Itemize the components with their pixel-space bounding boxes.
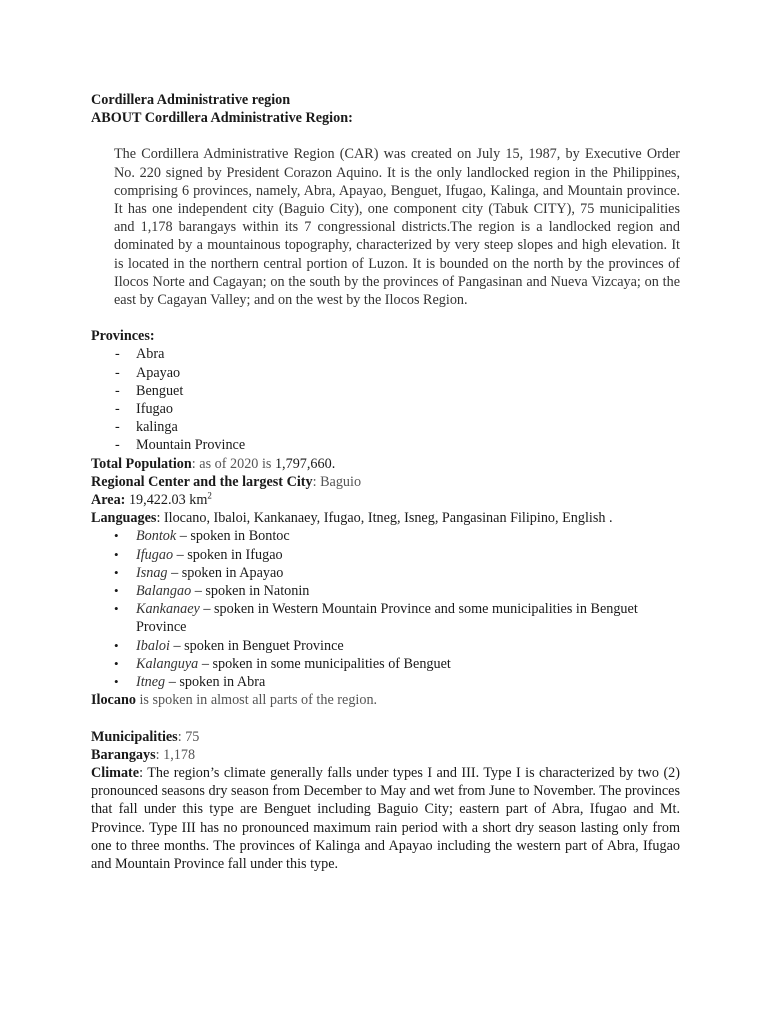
language-name: Balangao: [136, 583, 192, 600]
language-desc: – spoken in Ifugao: [173, 546, 283, 563]
language-name: Kankanaey: [136, 601, 200, 618]
list-item: - Apayao: [91, 364, 680, 382]
languages-list: [91, 527, 680, 691]
languages-line: [91, 509, 680, 527]
center-label: Regional Center and the largest City: [91, 473, 313, 490]
list-item: [91, 527, 680, 545]
population-value: 1,797,660.: [274, 455, 336, 472]
ilocano-label: Ilocano: [91, 692, 136, 709]
language-desc: – spoken in Apayao: [167, 564, 284, 581]
municipalities-line: [91, 728, 680, 746]
intro-paragraph: The Cordillera Administrative Region (CAR) was created on July 15, 1987, by Executive Order No. 220 signed by President Corazon Aquino. It is the only landlocked region in the Philippines, comprising 6 provinces, namely, Abra, Apayao, Benguet, Ifugao, Kalinga, and Mountain province. It has one independent city (Baguio City), one component city (Tabuk CITY), 75 municipalities and 1,178 barangays within its 7 congressional districts.The region is a landlocked region and dominated by a mountainous topography, characterized by very steep slopes and high elevation. It is located in the northern central portion of Luzon. It is bounded on the north by the provinces of Ilocos Norte and Cagayan; on the south by the provinces of Pangasinan and Nueva Vizcaya; on the east by Cagayan Valley; and on the west by the Ilocos Region.: [114, 146, 680, 309]
area-label: Area:: [91, 492, 126, 509]
list-item: - Ifugao: [91, 400, 680, 418]
climate-paragraph: [91, 764, 680, 873]
barangays-line: [91, 746, 680, 764]
ilocano-line: [91, 691, 680, 709]
language-name: Bontok: [136, 528, 177, 545]
provinces-list: [91, 345, 680, 454]
spacer: [91, 710, 680, 728]
climate-label: Climate: [91, 764, 140, 781]
area-line: [91, 491, 680, 509]
list-item: [91, 582, 680, 600]
barangays-text: : 1,178: [155, 746, 196, 763]
language-desc: – spoken in Bontoc: [176, 528, 290, 545]
list-item: [91, 637, 680, 655]
languages-label: Languages: [91, 510, 157, 527]
list-item: - kalinga: [91, 418, 680, 436]
list-item: - Mountain Province: [91, 436, 680, 454]
climate-text: : The region’s climate generally falls under types I and III. Type I is characterized by two (2) pronounced seasons dry season from December to May and wet from June to November. The provinces that fall under this type are Benguet including Baguio City; eastern part of Abra, Ifugao and Mt. Province. Type III has no pronounced maximum rain period with a short dry season lasting only from one to three months. The provinces of Kalinga and Apayao including the western part of Abra, Ifugao and Mountain Province fall under this type.: [91, 764, 680, 872]
language-desc: – spoken in Abra: [165, 674, 266, 691]
population-label: Total Population: [91, 455, 192, 472]
municipalities-label: Municipalities: [91, 728, 178, 745]
language-desc: – spoken in Benguet Province: [169, 637, 344, 654]
language-name: Ifugao: [136, 546, 174, 563]
area-value: 19,422.03 km: [125, 492, 208, 509]
area-unit-sup: 2: [207, 490, 212, 501]
list-item: [91, 655, 680, 673]
list-item: [91, 673, 680, 691]
provinces-heading: Provinces:: [91, 328, 155, 345]
language-desc: – spoken in Western Mountain Province and some municipalities in Benguet Province: [136, 601, 638, 636]
ilocano-text: is spoken in almost all parts of the region.: [135, 692, 378, 709]
municipalities-text: : 75: [177, 728, 200, 745]
population-line: [91, 455, 680, 473]
languages-text: : Ilocano, Ibaloi, Kankanaey, Ifugao, Itneg, Isneg, Pangasinan Filipino, English .: [156, 510, 613, 527]
language-desc: – spoken in Natonin: [191, 583, 310, 600]
language-name: Kalanguya: [136, 655, 199, 672]
list-item: [91, 546, 680, 564]
center-line: [91, 473, 680, 491]
barangays-label: Barangays: [91, 746, 156, 763]
list-item: [91, 600, 680, 636]
language-name: Ibaloi: [136, 637, 170, 654]
list-item: [91, 564, 680, 582]
list-item: - Benguet: [91, 382, 680, 400]
language-name: Isnag: [136, 564, 168, 581]
center-text: : Baguio: [312, 473, 362, 490]
document-title: Cordillera Administrative region: [91, 92, 291, 108]
document-subtitle: ABOUT Cordillera Administrative Region:: [91, 110, 353, 127]
list-item: - Abra: [91, 345, 680, 363]
language-desc: – spoken in some municipalities of Benguet: [198, 655, 451, 672]
language-name: Itneg: [136, 674, 166, 691]
population-text: : as of 2020 is: [191, 455, 275, 472]
